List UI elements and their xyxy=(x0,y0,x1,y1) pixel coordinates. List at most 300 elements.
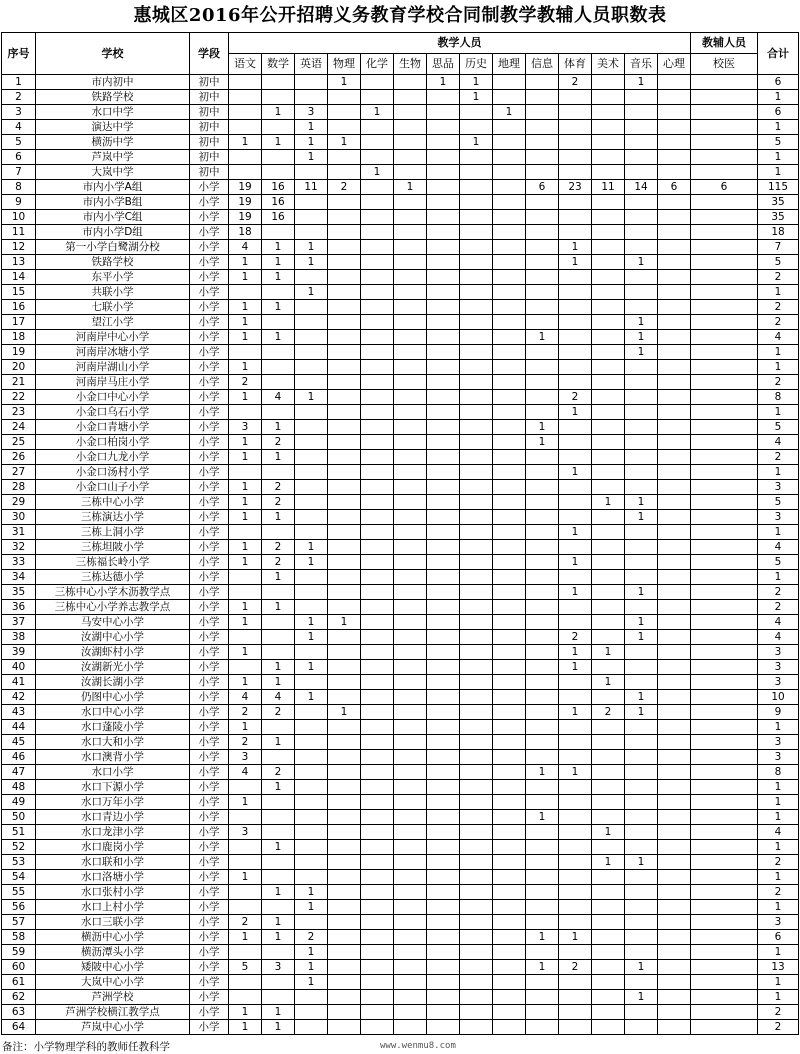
row-value xyxy=(526,165,559,180)
row-value xyxy=(625,885,658,900)
row-value xyxy=(658,975,691,990)
row-value xyxy=(691,840,758,855)
row-value xyxy=(328,690,361,705)
row-value xyxy=(427,900,460,915)
row-value xyxy=(625,525,658,540)
row-value xyxy=(493,420,526,435)
row-seq: 60 xyxy=(2,960,36,975)
header-subject: 音乐 xyxy=(625,54,658,75)
row-value xyxy=(427,420,460,435)
row-value: 1 xyxy=(262,270,295,285)
table-row xyxy=(2,390,799,405)
row-school: 铁路学校 xyxy=(36,90,190,105)
header-subject: 英语 xyxy=(295,54,328,75)
row-value xyxy=(493,150,526,165)
row-value xyxy=(328,225,361,240)
row-total: 3 xyxy=(758,675,799,690)
row-value xyxy=(361,825,394,840)
table-row xyxy=(2,105,799,120)
row-value xyxy=(658,600,691,615)
table-row xyxy=(2,705,799,720)
row-value xyxy=(295,345,328,360)
row-total: 1 xyxy=(758,345,799,360)
row-value: 1 xyxy=(229,450,262,465)
header-subject: 化学 xyxy=(361,54,394,75)
row-seq: 52 xyxy=(2,840,36,855)
row-value: 1 xyxy=(295,285,328,300)
row-value xyxy=(460,780,493,795)
row-value xyxy=(625,480,658,495)
row-value xyxy=(559,285,592,300)
row-value xyxy=(493,510,526,525)
row-value xyxy=(427,240,460,255)
row-value xyxy=(361,1020,394,1035)
row-seq: 28 xyxy=(2,480,36,495)
row-value xyxy=(559,300,592,315)
row-value: 1 xyxy=(625,705,658,720)
row-school: 水口三联小学 xyxy=(36,915,190,930)
row-value: 1 xyxy=(229,675,262,690)
row-value xyxy=(460,735,493,750)
table-row xyxy=(2,750,799,765)
row-school: 三栋坦陂小学 xyxy=(36,540,190,555)
row-school: 水口鹿岗小学 xyxy=(36,840,190,855)
row-school: 芦岚中学 xyxy=(36,150,190,165)
row-value xyxy=(592,795,625,810)
row-seq: 33 xyxy=(2,555,36,570)
row-value xyxy=(691,540,758,555)
row-stage: 初中 xyxy=(190,105,229,120)
row-value xyxy=(493,990,526,1005)
row-value xyxy=(658,135,691,150)
row-value xyxy=(427,225,460,240)
row-value xyxy=(427,945,460,960)
row-value xyxy=(493,555,526,570)
row-value xyxy=(229,630,262,645)
row-value xyxy=(229,90,262,105)
row-seq: 64 xyxy=(2,1020,36,1035)
row-value xyxy=(592,990,625,1005)
row-value xyxy=(394,360,427,375)
row-value xyxy=(592,150,625,165)
row-value xyxy=(691,660,758,675)
row-value xyxy=(361,555,394,570)
row-value xyxy=(691,270,758,285)
row-value xyxy=(394,900,427,915)
row-value xyxy=(658,165,691,180)
row-total: 6 xyxy=(758,75,799,90)
row-value: 2 xyxy=(262,540,295,555)
row-value xyxy=(460,855,493,870)
row-seq: 59 xyxy=(2,945,36,960)
row-value xyxy=(592,225,625,240)
row-value xyxy=(262,795,295,810)
row-value xyxy=(361,210,394,225)
row-stage: 小学 xyxy=(190,315,229,330)
row-value xyxy=(460,585,493,600)
row-value: 2 xyxy=(328,180,361,195)
row-seq: 25 xyxy=(2,435,36,450)
row-stage: 小学 xyxy=(190,915,229,930)
row-value xyxy=(427,915,460,930)
row-value xyxy=(361,75,394,90)
row-value xyxy=(394,600,427,615)
row-value xyxy=(625,435,658,450)
row-value xyxy=(328,360,361,375)
row-stage: 小学 xyxy=(190,180,229,195)
row-value xyxy=(328,630,361,645)
row-value xyxy=(526,615,559,630)
row-value: 1 xyxy=(493,105,526,120)
row-value xyxy=(658,780,691,795)
row-value: 1 xyxy=(460,75,493,90)
row-value xyxy=(361,225,394,240)
row-value: 2 xyxy=(559,390,592,405)
row-total: 2 xyxy=(758,600,799,615)
row-stage: 小学 xyxy=(190,990,229,1005)
row-value xyxy=(328,525,361,540)
row-seq: 30 xyxy=(2,510,36,525)
row-value xyxy=(361,120,394,135)
row-value: 1 xyxy=(229,555,262,570)
row-value xyxy=(592,405,625,420)
row-value xyxy=(691,195,758,210)
row-value xyxy=(427,615,460,630)
row-value xyxy=(427,990,460,1005)
row-value: 1 xyxy=(526,435,559,450)
row-value xyxy=(493,750,526,765)
row-value xyxy=(361,1005,394,1020)
row-value xyxy=(658,345,691,360)
row-value: 1 xyxy=(526,960,559,975)
row-value xyxy=(691,810,758,825)
table-row xyxy=(2,960,799,975)
row-school: 河南岸湖山小学 xyxy=(36,360,190,375)
row-value xyxy=(262,525,295,540)
row-value xyxy=(526,900,559,915)
row-value xyxy=(691,990,758,1005)
row-value xyxy=(328,1020,361,1035)
row-value xyxy=(592,810,625,825)
row-value xyxy=(427,630,460,645)
row-stage: 小学 xyxy=(190,225,229,240)
row-value xyxy=(295,375,328,390)
row-value: 1 xyxy=(625,615,658,630)
row-value xyxy=(229,75,262,90)
row-value: 1 xyxy=(229,255,262,270)
row-value xyxy=(328,105,361,120)
row-value xyxy=(559,1020,592,1035)
row-value xyxy=(427,780,460,795)
row-value xyxy=(460,360,493,375)
row-value: 1 xyxy=(229,540,262,555)
row-value xyxy=(394,840,427,855)
row-value xyxy=(625,915,658,930)
row-value xyxy=(526,675,559,690)
row-value xyxy=(295,570,328,585)
row-value xyxy=(460,915,493,930)
row-value xyxy=(460,105,493,120)
row-value xyxy=(295,270,328,285)
row-seq: 3 xyxy=(2,105,36,120)
row-value xyxy=(526,735,559,750)
row-value: 3 xyxy=(229,825,262,840)
row-seq: 44 xyxy=(2,720,36,735)
row-value: 1 xyxy=(229,795,262,810)
row-value xyxy=(295,210,328,225)
row-value: 16 xyxy=(262,180,295,195)
row-value xyxy=(361,840,394,855)
table-body xyxy=(2,75,799,1035)
row-total: 13 xyxy=(758,960,799,975)
row-value xyxy=(460,330,493,345)
row-value: 1 xyxy=(559,405,592,420)
row-value xyxy=(460,630,493,645)
row-value xyxy=(493,915,526,930)
row-seq: 38 xyxy=(2,630,36,645)
row-stage: 小学 xyxy=(190,645,229,660)
row-total: 1 xyxy=(758,360,799,375)
row-value xyxy=(526,300,559,315)
row-stage: 小学 xyxy=(190,720,229,735)
row-value xyxy=(658,585,691,600)
row-value xyxy=(262,120,295,135)
header-subject: 数学 xyxy=(262,54,295,75)
row-stage: 小学 xyxy=(190,210,229,225)
row-value xyxy=(658,645,691,660)
row-value xyxy=(691,720,758,735)
row-value xyxy=(592,330,625,345)
row-value xyxy=(592,105,625,120)
row-value: 1 xyxy=(328,615,361,630)
row-value xyxy=(658,480,691,495)
row-value xyxy=(328,975,361,990)
row-value xyxy=(328,240,361,255)
row-value xyxy=(328,210,361,225)
row-value xyxy=(658,855,691,870)
row-value xyxy=(361,255,394,270)
row-value xyxy=(658,900,691,915)
row-stage: 小学 xyxy=(190,840,229,855)
row-value xyxy=(526,210,559,225)
row-value: 14 xyxy=(625,180,658,195)
row-value xyxy=(295,810,328,825)
row-value xyxy=(229,345,262,360)
row-school: 汝湖虾村小学 xyxy=(36,645,190,660)
row-value xyxy=(658,240,691,255)
row-value xyxy=(559,885,592,900)
row-value xyxy=(625,840,658,855)
row-value xyxy=(526,915,559,930)
row-value: 1 xyxy=(361,165,394,180)
row-total: 8 xyxy=(758,765,799,780)
row-seq: 4 xyxy=(2,120,36,135)
row-value: 1 xyxy=(592,645,625,660)
row-value xyxy=(427,540,460,555)
row-value xyxy=(427,750,460,765)
row-seq: 51 xyxy=(2,825,36,840)
row-value xyxy=(427,600,460,615)
row-value xyxy=(526,255,559,270)
row-value xyxy=(361,330,394,345)
row-value xyxy=(229,900,262,915)
row-value xyxy=(295,75,328,90)
row-value xyxy=(361,705,394,720)
table-row xyxy=(2,780,799,795)
row-value xyxy=(394,435,427,450)
row-value xyxy=(559,90,592,105)
row-value xyxy=(625,270,658,285)
row-value xyxy=(493,465,526,480)
row-seq: 50 xyxy=(2,810,36,825)
row-value: 1 xyxy=(262,675,295,690)
row-stage: 小学 xyxy=(190,780,229,795)
row-value xyxy=(658,1020,691,1035)
row-value xyxy=(328,750,361,765)
row-value xyxy=(460,870,493,885)
row-value xyxy=(592,750,625,765)
row-value xyxy=(592,660,625,675)
row-value xyxy=(328,435,361,450)
row-value xyxy=(328,450,361,465)
row-stage: 小学 xyxy=(190,435,229,450)
row-value xyxy=(328,960,361,975)
row-stage: 小学 xyxy=(190,885,229,900)
row-value xyxy=(295,300,328,315)
row-value xyxy=(493,795,526,810)
row-value xyxy=(295,645,328,660)
row-school: 演达中学 xyxy=(36,120,190,135)
row-value xyxy=(328,90,361,105)
row-value xyxy=(460,195,493,210)
row-value xyxy=(493,720,526,735)
row-value xyxy=(361,585,394,600)
row-school: 河南岸中心小学 xyxy=(36,330,190,345)
row-total: 1 xyxy=(758,840,799,855)
table-row xyxy=(2,525,799,540)
row-value xyxy=(493,135,526,150)
row-value: 1 xyxy=(262,255,295,270)
row-value xyxy=(592,135,625,150)
row-stage: 小学 xyxy=(190,1020,229,1035)
row-value xyxy=(460,930,493,945)
row-school: 水口澳背小学 xyxy=(36,750,190,765)
table-row xyxy=(2,870,799,885)
row-total: 8 xyxy=(758,390,799,405)
table-row xyxy=(2,225,799,240)
row-value xyxy=(262,585,295,600)
row-value xyxy=(526,480,559,495)
row-value xyxy=(394,975,427,990)
row-value xyxy=(229,945,262,960)
row-value: 1 xyxy=(625,690,658,705)
row-value xyxy=(658,630,691,645)
row-value xyxy=(262,360,295,375)
row-value xyxy=(493,885,526,900)
row-value xyxy=(526,600,559,615)
row-value xyxy=(361,540,394,555)
row-value xyxy=(427,870,460,885)
row-stage: 小学 xyxy=(190,585,229,600)
row-value xyxy=(625,285,658,300)
row-value xyxy=(691,375,758,390)
row-value xyxy=(526,195,559,210)
row-value xyxy=(526,825,559,840)
row-value: 1 xyxy=(295,885,328,900)
row-value xyxy=(493,870,526,885)
row-value xyxy=(427,645,460,660)
row-value xyxy=(460,705,493,720)
row-value xyxy=(691,315,758,330)
row-value xyxy=(493,900,526,915)
row-stage: 小学 xyxy=(190,480,229,495)
row-school: 小金口山子小学 xyxy=(36,480,190,495)
row-value xyxy=(460,285,493,300)
row-seq: 19 xyxy=(2,345,36,360)
row-value xyxy=(493,630,526,645)
row-value xyxy=(460,435,493,450)
row-value xyxy=(328,720,361,735)
row-value xyxy=(493,570,526,585)
row-value xyxy=(394,405,427,420)
row-value: 4 xyxy=(262,690,295,705)
row-value xyxy=(493,645,526,660)
row-school: 汝湖中心小学 xyxy=(36,630,190,645)
row-seq: 58 xyxy=(2,930,36,945)
row-value: 5 xyxy=(229,960,262,975)
row-value xyxy=(592,555,625,570)
staff-quota-table xyxy=(1,32,799,1035)
row-value xyxy=(691,930,758,945)
row-value xyxy=(394,120,427,135)
row-value xyxy=(493,390,526,405)
row-value xyxy=(361,645,394,660)
row-value: 1 xyxy=(559,525,592,540)
row-value xyxy=(526,240,559,255)
row-value: 1 xyxy=(559,645,592,660)
row-total: 5 xyxy=(758,555,799,570)
row-school: 共联小学 xyxy=(36,285,190,300)
row-value xyxy=(361,915,394,930)
row-stage: 小学 xyxy=(190,195,229,210)
row-value xyxy=(592,870,625,885)
table-row xyxy=(2,240,799,255)
row-value xyxy=(262,945,295,960)
row-value xyxy=(493,975,526,990)
row-value: 1 xyxy=(229,435,262,450)
row-value: 1 xyxy=(229,495,262,510)
row-value xyxy=(295,735,328,750)
row-value xyxy=(394,765,427,780)
row-value: 2 xyxy=(559,630,592,645)
row-seq: 11 xyxy=(2,225,36,240)
row-value: 3 xyxy=(295,105,328,120)
row-stage: 小学 xyxy=(190,765,229,780)
row-value xyxy=(427,960,460,975)
row-total: 1 xyxy=(758,810,799,825)
row-value xyxy=(427,270,460,285)
row-value xyxy=(394,495,427,510)
row-school: 横沥中心小学 xyxy=(36,930,190,945)
row-value xyxy=(394,525,427,540)
row-value xyxy=(691,135,758,150)
row-value xyxy=(559,1005,592,1020)
row-value xyxy=(361,405,394,420)
row-value: 3 xyxy=(229,420,262,435)
row-value: 1 xyxy=(625,495,658,510)
row-value: 1 xyxy=(295,615,328,630)
row-stage: 小学 xyxy=(190,450,229,465)
